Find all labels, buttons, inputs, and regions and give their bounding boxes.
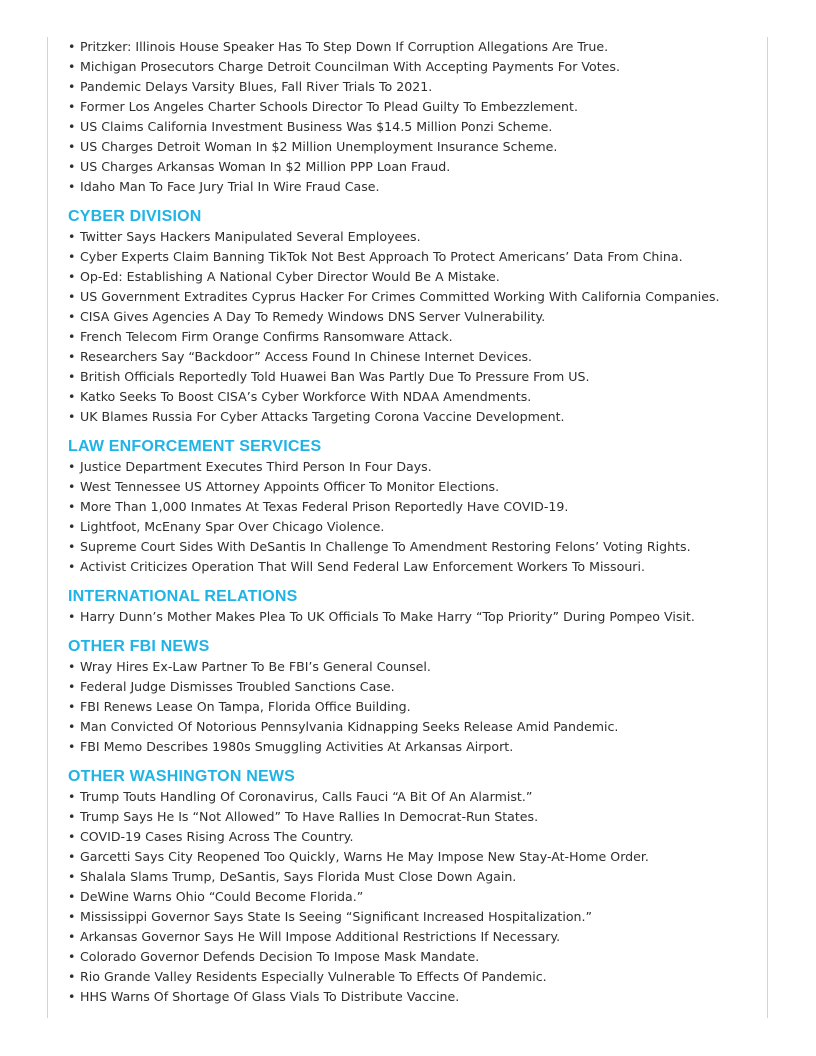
- headline-item[interactable]: [68, 267, 758, 287]
- headline-item[interactable]: [68, 887, 758, 907]
- bullet-icon: •: [68, 829, 76, 844]
- headline-item[interactable]: [68, 117, 758, 137]
- bullet-icon: •: [68, 99, 76, 114]
- section-heading: CYBER DIVISION: [68, 208, 202, 225]
- headline-item[interactable]: [68, 867, 758, 887]
- headline-list: [68, 787, 758, 1007]
- headline-text: Man Convicted Of Notorious Pennsylvania Kidnapping Seeks Release Amid Pandemic.: [80, 719, 619, 734]
- bullet-icon: •: [68, 389, 76, 404]
- headline-item[interactable]: [68, 967, 758, 987]
- section-heading: OTHER FBI NEWS: [68, 638, 210, 655]
- headline-item[interactable]: [68, 97, 758, 117]
- headline-text: Cyber Experts Claim Banning TikTok Not Best Approach To Protect Americans’ Data From China.: [80, 249, 683, 264]
- bullet-icon: •: [68, 229, 76, 244]
- headline-item[interactable]: [68, 327, 758, 347]
- headline-item[interactable]: [68, 247, 758, 267]
- bullet-icon: •: [68, 989, 76, 1004]
- bullet-icon: •: [68, 459, 76, 474]
- section-heading: OTHER WASHINGTON NEWS: [68, 768, 296, 785]
- section-heading: LAW ENFORCEMENT SERVICES: [68, 438, 322, 455]
- headline-item[interactable]: [68, 657, 758, 677]
- bullet-icon: •: [68, 349, 76, 364]
- bullet-icon: •: [68, 309, 76, 324]
- headline-text: Shalala Slams Trump, DeSantis, Says Florida Must Close Down Again.: [80, 869, 517, 884]
- headline-item[interactable]: [68, 477, 758, 497]
- headline-item[interactable]: [68, 607, 758, 627]
- headline-text: Idaho Man To Face Jury Trial In Wire Fraud Case.: [80, 179, 380, 194]
- bullet-icon: •: [68, 159, 76, 174]
- bullet-icon: •: [68, 929, 76, 944]
- headline-item[interactable]: [68, 827, 758, 847]
- bullet-icon: •: [68, 889, 76, 904]
- section-international-relations: [68, 587, 758, 627]
- bullet-icon: •: [68, 539, 76, 554]
- headline-item[interactable]: [68, 367, 758, 387]
- headline-text: West Tennessee US Attorney Appoints Officer To Monitor Elections.: [80, 479, 500, 494]
- headline-item[interactable]: [68, 987, 758, 1007]
- headline-text: CISA Gives Agencies A Day To Remedy Windows DNS Server Vulnerability.: [80, 309, 546, 324]
- headline-text: More Than 1,000 Inmates At Texas Federal Prison Reportedly Have COVID-19.: [80, 499, 569, 514]
- headline-item[interactable]: [68, 157, 758, 177]
- headline-text: Researchers Say “Backdoor” Access Found In Chinese Internet Devices.: [80, 349, 533, 364]
- headline-list: [68, 457, 758, 577]
- headline-item[interactable]: [68, 387, 758, 407]
- headline-list: [68, 607, 758, 627]
- news-briefing: [68, 37, 758, 1007]
- bullet-icon: •: [68, 719, 76, 734]
- bullet-icon: •: [68, 479, 76, 494]
- headline-item[interactable]: [68, 717, 758, 737]
- headline-text: FBI Renews Lease On Tampa, Florida Office Building.: [80, 699, 411, 714]
- headline-item[interactable]: [68, 307, 758, 327]
- headline-item[interactable]: [68, 407, 758, 427]
- bullet-icon: •: [68, 519, 76, 534]
- bullet-icon: •: [68, 969, 76, 984]
- headline-text: Pandemic Delays Varsity Blues, Fall River Trials To 2021.: [80, 79, 433, 94]
- headline-text: Mississippi Governor Says State Is Seeing “Significant Increased Hospitalization.”: [80, 909, 593, 924]
- bullet-icon: •: [68, 949, 76, 964]
- headline-text: Federal Judge Dismisses Troubled Sanctions Case.: [80, 679, 395, 694]
- bullet-icon: •: [68, 269, 76, 284]
- bullet-icon: •: [68, 39, 76, 54]
- section-law-enforcement-services: [68, 437, 758, 577]
- bullet-icon: •: [68, 609, 76, 624]
- headline-text: Arkansas Governor Says He Will Impose Additional Restrictions If Necessary.: [80, 929, 561, 944]
- bullet-icon: •: [68, 809, 76, 824]
- headline-text: Colorado Governor Defends Decision To Impose Mask Mandate.: [80, 949, 480, 964]
- headline-text: Supreme Court Sides With DeSantis In Challenge To Amendment Restoring Felons’ Voting Rights.: [80, 539, 691, 554]
- headline-text: British Officials Reportedly Told Huawei Ban Was Partly Due To Pressure From US.: [80, 369, 590, 384]
- headline-text: Former Los Angeles Charter Schools Director To Plead Guilty To Embezzlement.: [80, 99, 578, 114]
- headline-item[interactable]: [68, 907, 758, 927]
- headline-item[interactable]: [68, 177, 758, 197]
- headline-item[interactable]: [68, 927, 758, 947]
- headline-text: Wray Hires Ex-Law Partner To Be FBI’s General Counsel.: [80, 659, 431, 674]
- bullet-icon: •: [68, 79, 76, 94]
- bullet-icon: •: [68, 179, 76, 194]
- headline-text: HHS Warns Of Shortage Of Glass Vials To Distribute Vaccine.: [80, 989, 460, 1004]
- bullet-icon: •: [68, 329, 76, 344]
- bullet-icon: •: [68, 139, 76, 154]
- bullet-icon: •: [68, 59, 76, 74]
- bullet-icon: •: [68, 869, 76, 884]
- headline-text: US Claims California Investment Business Was $14.5 Million Ponzi Scheme.: [80, 119, 553, 134]
- headline-text: Garcetti Says City Reopened Too Quickly, Warns He May Impose New Stay-At-Home Order.: [80, 849, 649, 864]
- headline-item[interactable]: [68, 227, 758, 247]
- headline-item[interactable]: [68, 287, 758, 307]
- headline-item[interactable]: [68, 737, 758, 757]
- bullet-icon: •: [68, 699, 76, 714]
- headline-text: COVID-19 Cases Rising Across The Country.: [80, 829, 354, 844]
- bullet-icon: •: [68, 249, 76, 264]
- headline-text: US Government Extradites Cyprus Hacker For Crimes Committed Working With California Companies.: [80, 289, 720, 304]
- bullet-icon: •: [68, 849, 76, 864]
- headline-item[interactable]: [68, 787, 758, 807]
- bullet-icon: •: [68, 409, 76, 424]
- bullet-icon: •: [68, 119, 76, 134]
- headline-text: UK Blames Russia For Cyber Attacks Targeting Corona Vaccine Development.: [80, 409, 565, 424]
- headline-text: DeWine Warns Ohio “Could Become Florida.”: [80, 889, 364, 904]
- headline-item[interactable]: [68, 517, 758, 537]
- headline-item[interactable]: [68, 947, 758, 967]
- bullet-icon: •: [68, 499, 76, 514]
- bullet-icon: •: [68, 289, 76, 304]
- headline-list: [68, 657, 758, 757]
- bullet-icon: •: [68, 369, 76, 384]
- bullet-icon: •: [68, 679, 76, 694]
- headline-item[interactable]: [68, 137, 758, 157]
- bullet-icon: •: [68, 659, 76, 674]
- headline-item[interactable]: [68, 847, 758, 867]
- headline-text: Rio Grande Valley Residents Especially Vulnerable To Effects Of Pandemic.: [80, 969, 547, 984]
- headline-item[interactable]: [68, 677, 758, 697]
- headline-item[interactable]: [68, 347, 758, 367]
- headline-text: Katko Seeks To Boost CISA’s Cyber Workforce With NDAA Amendments.: [80, 389, 532, 404]
- headline-item[interactable]: [68, 57, 758, 77]
- bullet-icon: •: [68, 789, 76, 804]
- headline-item[interactable]: [68, 557, 758, 577]
- section-other-washington-news: [68, 767, 758, 1007]
- headline-text: French Telecom Firm Orange Confirms Ransomware Attack.: [80, 329, 453, 344]
- headline-item[interactable]: [68, 37, 758, 57]
- headline-text: Twitter Says Hackers Manipulated Several Employees.: [80, 229, 421, 244]
- headline-text: Pritzker: Illinois House Speaker Has To Step Down If Corruption Allegations Are True.: [80, 39, 609, 54]
- headline-text: Trump Says He Is “Not Allowed” To Have Rallies In Democrat-Run States.: [80, 809, 539, 824]
- section-other-fbi-news: [68, 637, 758, 757]
- headline-text: Lightfoot, McEnany Spar Over Chicago Violence.: [80, 519, 385, 534]
- headline-text: Trump Touts Handling Of Coronavirus, Calls Fauci “A Bit Of An Alarmist.”: [80, 789, 533, 804]
- section-heading: INTERNATIONAL RELATIONS: [68, 588, 298, 605]
- bullet-icon: •: [68, 559, 76, 574]
- headline-item[interactable]: [68, 537, 758, 557]
- headline-text: FBI Memo Describes 1980s Smuggling Activities At Arkansas Airport.: [80, 739, 514, 754]
- headline-text: Activist Criticizes Operation That Will Send Federal Law Enforcement Workers To Missouri.: [80, 559, 645, 574]
- headline-item[interactable]: [68, 77, 758, 97]
- headline-item[interactable]: [68, 807, 758, 827]
- section-continued: [68, 37, 758, 197]
- headline-item[interactable]: [68, 697, 758, 717]
- bullet-icon: •: [68, 739, 76, 754]
- headline-item[interactable]: [68, 497, 758, 517]
- headline-text: Justice Department Executes Third Person In Four Days.: [80, 459, 432, 474]
- headline-text: Op-Ed: Establishing A National Cyber Director Would Be A Mistake.: [80, 269, 500, 284]
- headline-list: [68, 37, 758, 197]
- section-cyber-division: [68, 207, 758, 427]
- headline-item[interactable]: [68, 457, 758, 477]
- headline-list: [68, 227, 758, 427]
- headline-text: US Charges Detroit Woman In $2 Million Unemployment Insurance Scheme.: [80, 139, 558, 154]
- headline-text: US Charges Arkansas Woman In $2 Million PPP Loan Fraud.: [80, 159, 451, 174]
- headline-text: Harry Dunn’s Mother Makes Plea To UK Officials To Make Harry “Top Priority” During Pompeo Visit.: [80, 609, 695, 624]
- headline-text: Michigan Prosecutors Charge Detroit Councilman With Accepting Payments For Votes.: [80, 59, 620, 74]
- bullet-icon: •: [68, 909, 76, 924]
